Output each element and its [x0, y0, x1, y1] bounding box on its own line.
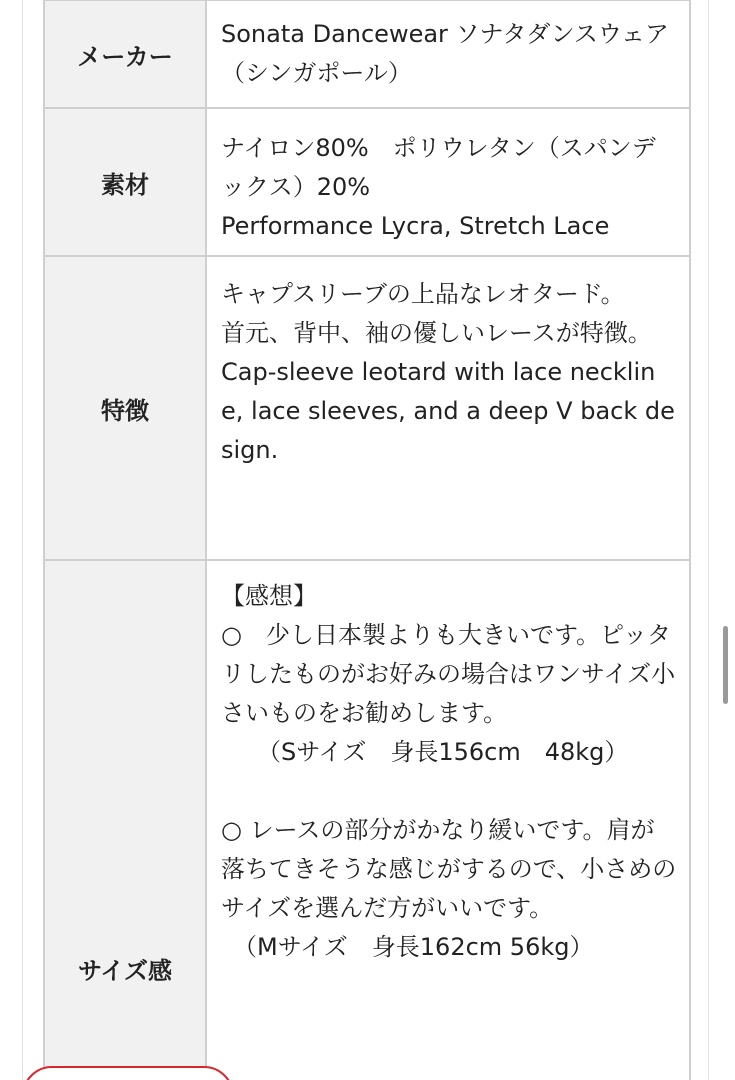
- floating-action-button[interactable]: [22, 1066, 234, 1080]
- spec-value-features: キャプスリーブの上品なレオタード。 首元、背中、袖の優しいレースが特徴。 Cap-sleeve leotard with lace neckline, lace sleeves, and a deep V back design.: [206, 256, 690, 560]
- spec-row-features: [44, 256, 690, 560]
- spec-row-size-feel: [44, 560, 690, 1080]
- product-spec-table: [43, 0, 691, 1080]
- spec-value-maker: Sonata Dancewear ソナタダンスウェア （シンガポール）: [206, 0, 690, 108]
- spec-value-size-feel: 【感想】 ○ 少し日本製よりも大きいです。ピッタリしたものがお好みの場合はワンサイズ小さいものをお勧めします。 （Sサイズ 身長156cm 48kg） ○ レースの部分がかなり緩いです。肩が落ちてきそうな感じがするので、小さめのサイズを選んだ方がいいです。 （Mサイズ 身長162cm 56kg）: [206, 560, 690, 1080]
- spec-label-features: 特徴: [44, 256, 206, 560]
- content-right-border: [708, 0, 709, 1080]
- spec-label-material: 素材: [44, 108, 206, 256]
- spec-value-material: ナイロン80% ポリウレタン（スパンデックス）20% Performance Lycra, Stretch Lace: [206, 108, 690, 256]
- spec-row-maker: [44, 0, 690, 108]
- spec-label-size-feel: サイズ感: [44, 560, 206, 1080]
- spec-row-material: [44, 108, 690, 256]
- content-left-border: [22, 0, 23, 1080]
- page-scrollbar-thumb[interactable]: [723, 626, 728, 704]
- spec-label-maker: メーカー: [44, 0, 206, 108]
